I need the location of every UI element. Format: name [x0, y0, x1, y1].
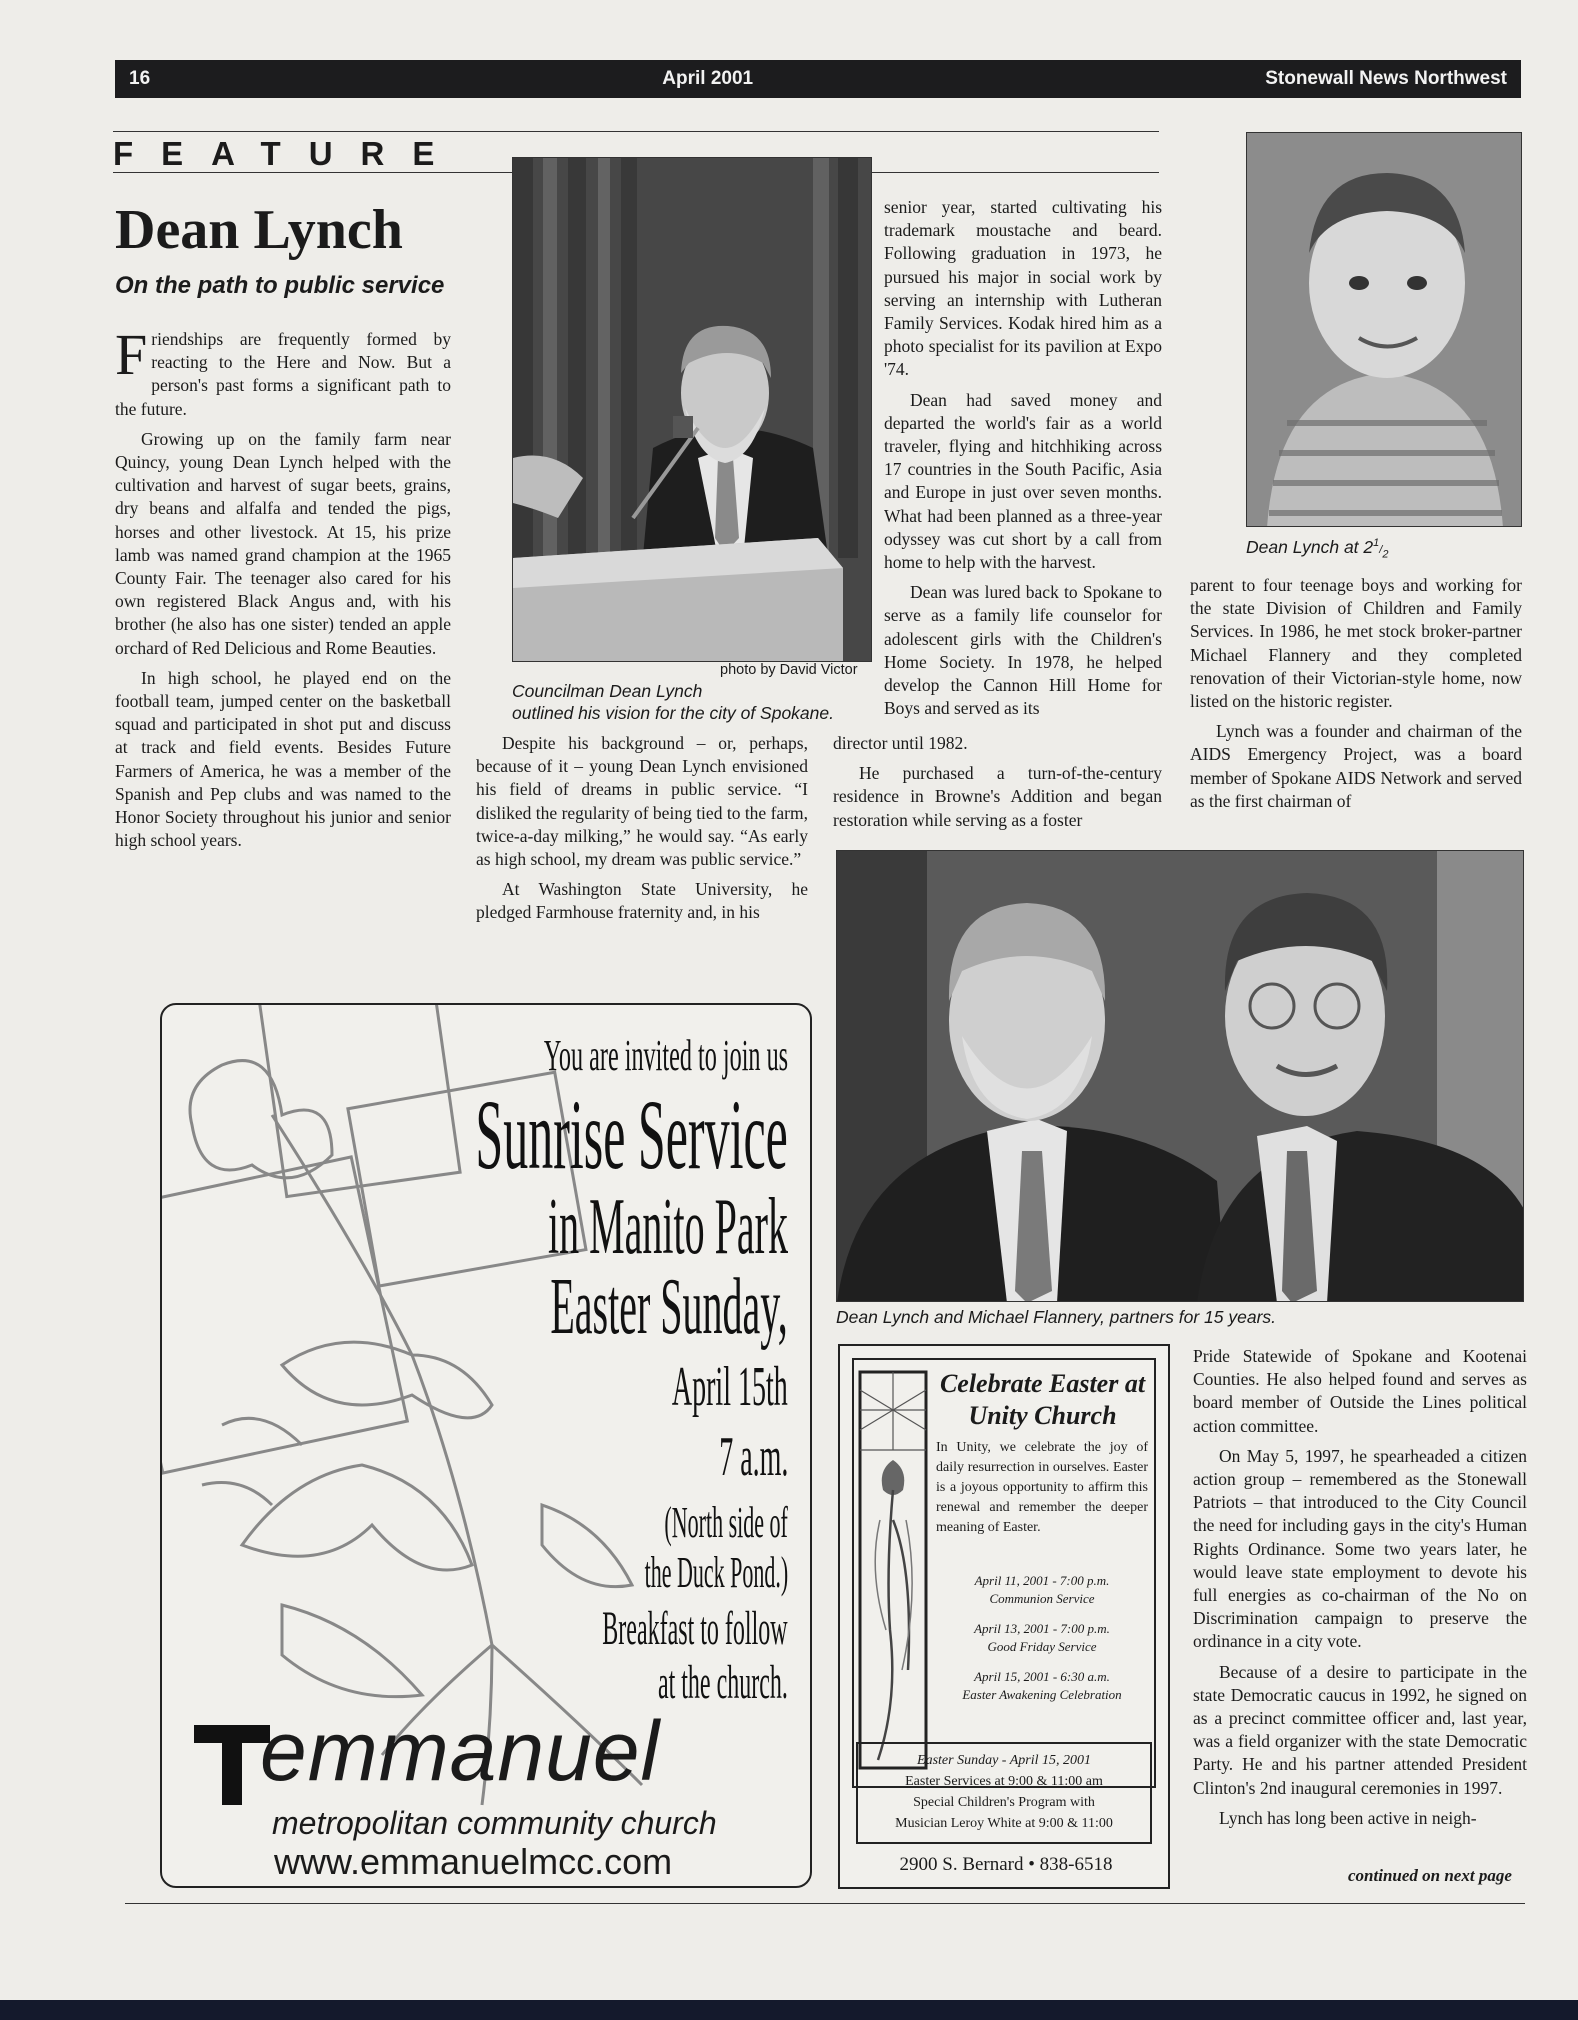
- ad-location: in Manito Park: [548, 1183, 788, 1271]
- photo-toddler-image: [1247, 133, 1522, 527]
- church-name: emmanuel: [260, 1704, 661, 1798]
- section-kicker: FEATURE: [113, 135, 463, 172]
- paragraph: Because of a desire to participate in the state Democratic caucus in 1992, he signed on as a precinct committee officer and, last year, was a field organizer with the state Democratic Party. He and his partner attended President Clinton's 2nd inaugural ceremonies in 1997.: [1193, 1661, 1527, 1798]
- publication-name: Stonewall News Northwest: [1265, 68, 1507, 89]
- ad-invitation: You are invited to join us: [543, 1031, 788, 1080]
- ad-place-line2: the Duck Pond.): [644, 1548, 788, 1597]
- ad-place-line1: (North side of: [664, 1498, 788, 1547]
- article-column-3: [884, 196, 1162, 727]
- photo-caption-couple: Dean Lynch and Michael Flannery, partners for 15 years.: [836, 1307, 1277, 1327]
- headline: Dean Lynch: [115, 199, 403, 261]
- paragraph: director until 1982.: [833, 733, 968, 753]
- photo-dean-toddler: [1246, 132, 1522, 527]
- paragraph: parent to four teenage boys and working for the state Division of Children and Family Services. In 1986, he met stock broker-partner Michael Flannery and they completed renovation of their Victorian-style home, now listed on the historic register.: [1190, 575, 1522, 712]
- paragraph: Dean was lured back to Spokane to serve as a family life counselor for adolescent girls with the Children's Home Society. In 1978, he helped develop the Cannon Hill Home for Boys and served as its: [884, 582, 1162, 719]
- article-column-1: [115, 322, 451, 859]
- paragraph: On May 5, 1997, he spearheaded a citizen action group – remembered as the Stonewall Patriots – that introduced to the City Council the need for including gays in the city's Human Rights Ordinance. Some two years later, he would leave state employment to devote his full energies as co-chairman of the No on Discrimination campaign to preserve the ordinance in a city vote.: [1193, 1445, 1527, 1652]
- ad-day: Easter Sunday,: [550, 1263, 788, 1351]
- page-number: 16: [129, 68, 151, 89]
- paragraph: Despite his background – or, perhaps, because of it – young Dean Lynch envisioned his field of dreams in public service. “I disliked the regularity of being tied to the farm, twice-a-day milking,” he would say. “As early as high school, my dream was public service.”: [476, 733, 808, 870]
- paragraph: senior year, started cultivating his trademark moustache and beard. Following graduation in 1973, he pursued his major in social work by serving an internship with Lutheran Family Services. Kodak hired him as a photo specialist for its pavilion at Expo '74.: [884, 197, 1162, 380]
- photo-couple-image: [837, 851, 1524, 1302]
- ad-breakfast-line2: at the church.: [658, 1656, 788, 1709]
- paragraph: He purchased a turn-of-the-century residence in Browne's Addition and began restoration while serving as a foster: [833, 763, 1162, 830]
- top-rule: [113, 131, 1159, 132]
- scan-edge: [0, 2000, 1578, 2020]
- drop-cap: F: [115, 322, 148, 387]
- page-header: [115, 60, 1521, 98]
- paragraph: At Washington State University, he pledged Farmhouse fraternity and, in his: [476, 879, 808, 923]
- photo-councilman-podium: [512, 157, 872, 662]
- church-tagline: metropolitan community church: [272, 1805, 717, 1841]
- ad-date: April 15th: [672, 1356, 788, 1418]
- unity-ad-body: In Unity, we celebrate the joy of daily resurrection in ourselves. Easter is a joyous opportunity to affirm this renewal and remember the deeper meaning of Easter.: [936, 1440, 1148, 1535]
- ad-event-title: Sunrise Service: [475, 1079, 788, 1190]
- paragraph: Lynch has long been active in neigh-: [1219, 1807, 1477, 1828]
- paragraph: Friendships are frequently formed by reacting to the Here and Now. But a person's past forms a significant path to the future.: [115, 322, 451, 419]
- unity-ad-title: Celebrate Easter at Unity Church: [939, 1369, 1146, 1430]
- unity-ad-address: 2900 S. Bernard • 838-6518: [899, 1854, 1113, 1875]
- article-column-5: [1193, 1345, 1527, 1837]
- unity-ad-easter-box: Easter Sunday - April 15, 2001 Easter Services at 9:00 & 11:00 am Special Children's Program with Musician Leroy White at 9:00 & 11:00: [856, 1742, 1152, 1844]
- ad-sunrise-service: [160, 1003, 812, 1888]
- photo-councilman-image: [513, 158, 872, 662]
- subheadline: On the path to public service: [115, 272, 445, 299]
- unity-ad-services: April 11, 2001 - 7:00 p.m. Communion Service April 13, 2001 - 7:00 p.m. Good Friday Service April 15, 2001 - 6:30 a.m. Easter Awakening Celebration: [962, 1573, 1122, 1702]
- church-logo: [192, 1704, 792, 1807]
- paragraph: Lynch was a founder and chairman of the AIDS Emergency Project, was a board member of Spokane AIDS Network and served as the first chairman of: [1190, 721, 1522, 811]
- paragraph: Growing up on the family farm near Quincy, young Dean Lynch helped with the cultivation and harvest of sugar beets, grains, dry beans and alfalfa and tended the pigs, horses and other livestock. At 15, his prize lamb was named grand champion at the 1965 County Fair. The teenager also cared for his own registered Black Angus and, with his brother (he also has one sister) tended an apple orchard of Red Delicious and Rome Beauties.: [115, 428, 451, 658]
- photo-caption-podium: Councilman Dean Lynch outlined his vision for the city of Spokane.: [512, 681, 834, 723]
- ad-unity-church: [838, 1344, 1170, 1889]
- issue-date: April 2001: [662, 68, 754, 89]
- photo-couple: [836, 850, 1524, 1302]
- paragraph: In high school, he played end on the football team, jumped center on the basketball squad and participated in shot put and discuss at track and field events. Besides Future Farmers of America, he was a member of the Spanish and Pep clubs and was named to the Honor Society throughout his junior and senior high school years.: [115, 667, 451, 851]
- paragraph: Pride Statewide of Spokane and Kootenai Counties. He also helped found and serves as board member of Outside the Lines political action committee.: [1193, 1346, 1527, 1436]
- photo-credit: photo by David Victor: [720, 662, 858, 678]
- article-column-4: [1190, 574, 1522, 820]
- article-column-2: [476, 732, 808, 932]
- photo-caption-toddler: Dean Lynch at $2^1/_2$: [1246, 536, 1389, 561]
- bottom-rule: [125, 1903, 1525, 1904]
- continued-notice: continued on next page: [1348, 1866, 1512, 1885]
- article-column-3-wrap: [833, 732, 1162, 839]
- paragraph: Dean had saved money and departed the world's fair as a world traveler, flying and hitchhiking across 17 countries in the South Pacific, Asia and Europe in just over seven months. What had been planned as a three-year odyssey was cut short by a call from home to help with the harvest.: [884, 389, 1162, 573]
- ad-time: 7 a.m.: [718, 1426, 788, 1488]
- stained-glass-icon: [858, 1370, 928, 1770]
- ad-breakfast-line1: Breakfast to follow: [602, 1602, 788, 1655]
- church-website[interactable]: www.emmanuelmcc.com: [274, 1841, 673, 1882]
